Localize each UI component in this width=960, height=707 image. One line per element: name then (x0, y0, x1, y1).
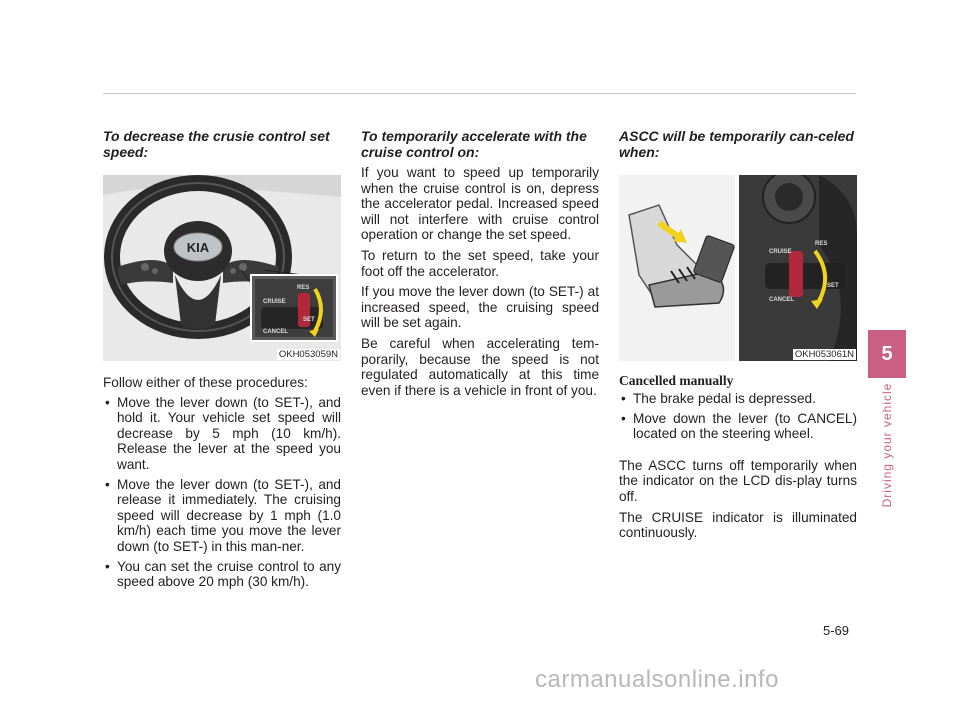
paragraph: If you move the lever down (to SET-) at increased speed, the cruising speed will be set again. (361, 284, 599, 331)
heading-decrease-speed: To decrease the crusie control set speed: (103, 128, 330, 160)
svg-text:CRUISE: CRUISE (769, 249, 792, 255)
page-number: 5-69 (823, 623, 850, 638)
subheading-cancelled-manually: Cancelled manually (619, 373, 734, 388)
list-item: • You can set the cruise control to any speed above 20 mph (30 km/h). (103, 559, 341, 590)
chapter-title: Driving your vehicle (880, 382, 894, 508)
brand-logo: KIA (186, 240, 210, 255)
watermark: carmanualsonline.info (535, 666, 779, 693)
svg-text:SET: SET (827, 283, 839, 289)
figure-steering-wheel (103, 175, 341, 361)
column-ascc-cancel (619, 128, 857, 541)
svg-text:SET: SET (303, 317, 315, 323)
procedure-list (103, 395, 341, 590)
cancel-conditions-list (619, 391, 857, 442)
pedal-lever-illustration (619, 175, 857, 361)
figure-code: OKH053061N (794, 349, 854, 360)
paragraph: Be careful when accelerating tem-porarily, because the speed is not regulated automatically at this time even if there is a vehicle in front of you. (361, 335, 599, 398)
header-rule (103, 93, 856, 94)
paragraph: If you want to speed up temporarily when the cruise control is on, depress the accelerator pedal. Increased speed will not interfere with cruise control operation or change the set speed. (361, 165, 599, 243)
list-item: • The brake pedal is depressed. (619, 391, 857, 407)
list-item: • Move the lever down (to SET-), and hold it. Your vehicle set speed will decrease by 5 mph (10 km/h). Release the lever at the speed you want. (103, 395, 341, 473)
paragraph: To return to the set speed, take your foot off the accelerator. (361, 247, 599, 279)
svg-text:CRUISE: CRUISE (263, 299, 286, 305)
column-accelerate (361, 128, 599, 398)
heading-accelerate: To temporarily accelerate with the cruise control on: (361, 128, 587, 160)
paragraph: The CRUISE indicator is illuminated continuously. (619, 509, 857, 541)
svg-text:RES: RES (815, 241, 828, 247)
intro-text: Follow either of these procedures: (103, 375, 308, 390)
svg-text:RES: RES (297, 285, 310, 291)
svg-text:CANCEL: CANCEL (769, 297, 794, 303)
heading-ascc-cancel: ASCC will be temporarily can-celed when: (619, 128, 854, 160)
paragraph: The ASCC turns off temporarily when the indicator on the LCD dis-play turns off. (619, 457, 857, 504)
figure-code: OKH053059N (278, 349, 338, 360)
steering-wheel-illustration (103, 175, 341, 361)
svg-text:CANCEL: CANCEL (263, 329, 288, 335)
list-item: • Move down the lever (to CANCEL) located on the steering wheel. (619, 411, 857, 442)
list-item: • Move the lever down (to SET-), and release it immediately. The cruising speed will decrease by 1 mph (1.0 km/h) each time you move the lever down (to SET-) in this man-ner. (103, 477, 341, 555)
chapter-tab: 5 (868, 330, 906, 378)
column-decrease-speed (103, 128, 341, 594)
figure-pedal-and-lever (619, 175, 857, 361)
